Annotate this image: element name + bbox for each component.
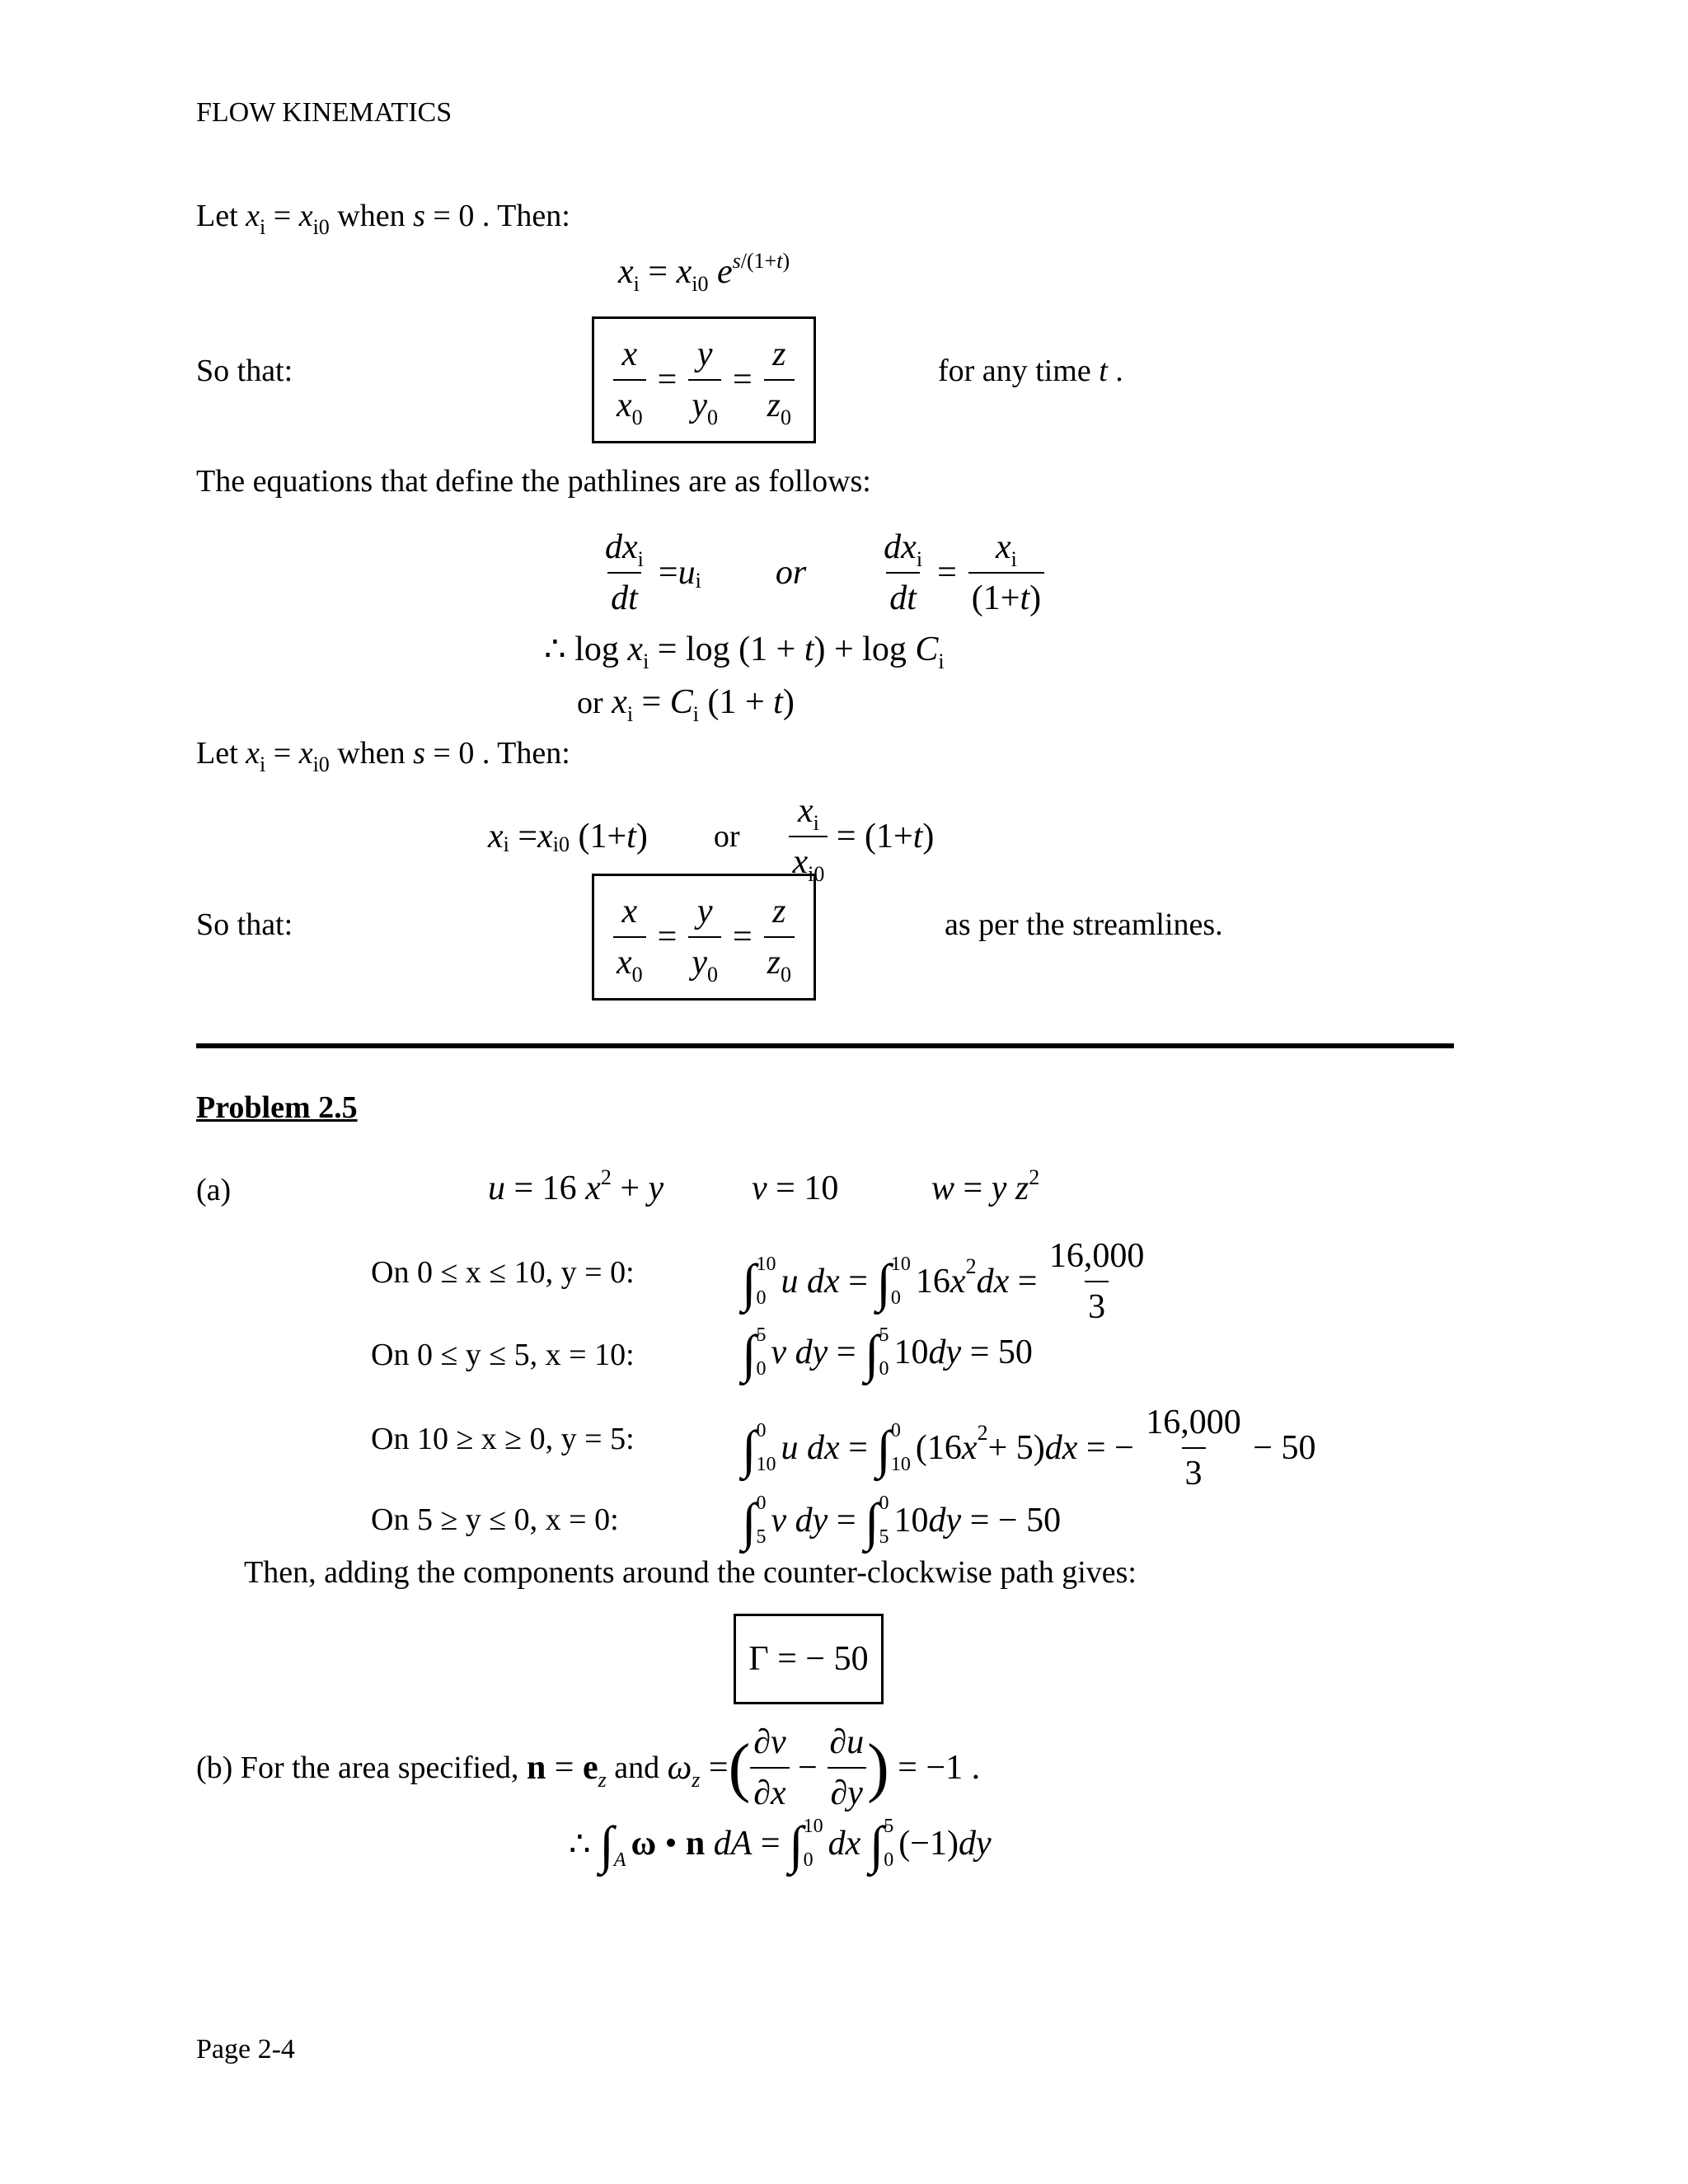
pathline-solution: x i = x i0 (1+ t ) or $\frac{x_i}{x_{i0}}$ = (1+ t ) xyxy=(488,792,935,886)
v-component: v = 10 xyxy=(752,1169,839,1207)
equation-exp: $x_i = x_{i0}$ $e^{s/(1+t)}$ xyxy=(618,249,790,296)
linear-solution: or $x_i = C_i$ (1 + t) xyxy=(577,683,795,726)
segment-3-label: On 10 ≥ x ≥ 0, y = 5: xyxy=(371,1422,635,1456)
part-a-label: (a) xyxy=(196,1173,232,1207)
segment-2-label: On 0 ≤ y ≤ 5, x = 10: xyxy=(371,1338,635,1372)
segment-1-label: On 0 ≤ x ≤ 10, y = 0: xyxy=(371,1255,635,1290)
segment-4-label: On 5 ≥ y ≤ 0, x = 0: xyxy=(371,1502,619,1537)
vorticity-area-integral: ∴ ∫ A ω • n dA = ∫ 10 0 dx ∫ 5 0 (−1) dy xyxy=(569,1816,992,1874)
boxed-ratio-1: $\frac{x}{x_0}$ = $\frac{y}{y_0}$ = $\frac{z}{z_0}$ xyxy=(592,316,816,443)
so-that-1: So that: xyxy=(196,354,293,388)
let-line-2: Let $x_i = x_{i0}$ when s = 0 . Then: xyxy=(196,736,570,776)
segment-4-integral: ∫ 0 5 v dy = ∫ 0 5 10 dy = − 50 xyxy=(742,1493,1062,1551)
section-divider xyxy=(196,1043,1454,1048)
problem-title: Problem 2.5 xyxy=(196,1090,358,1125)
boxed-ratio-2: $\frac{x}{x_0}$ = $\frac{y}{y_0}$ = $\frac{z}{z_0}$ xyxy=(592,874,816,1001)
so-that-2: So that: xyxy=(196,907,293,942)
as-per-streamlines: as per the streamlines. xyxy=(945,907,1223,942)
page-footer: Page 2-4 xyxy=(196,2034,295,2064)
part-b-line: (b) For the area specified, $n = e_z$ and $\omega_z$ = ( $\frac{\partial v}{\partial x}$ − $\frac{\partial u}{\partial y}$ ) = −1 . xyxy=(196,1723,981,1812)
w-component: w = y $z^2$ xyxy=(931,1165,1040,1207)
log-equation: ∴ $\log x_i = \log (1 + t) + \log C_i$ xyxy=(544,630,945,673)
for-any-time: for any time t . xyxy=(938,354,1123,388)
u-component: u = 16 $x^2 + y$ xyxy=(488,1165,664,1207)
then-adding: Then, adding the components around the counter-clockwise path gives: xyxy=(244,1555,1137,1590)
let-line-1: Let $x_i = x_{i0}$ when s = 0 . Then: xyxy=(196,199,570,239)
segment-2-integral: ∫ 5 0 v dy = ∫ 5 0 10 dy = 50 xyxy=(742,1324,1033,1383)
segment-1-integral: ∫ 10 0 u dx = ∫ 10 0 16 x 2 dx = $\frac{16,000}{3}$ xyxy=(742,1237,1145,1326)
segment-3-integral: ∫ 0 10 u dx = ∫ 0 10 (16 x 2 + 5) dx = − $\frac{16,000}{3}$ − 50 xyxy=(742,1404,1316,1493)
page-header: FLOW KINEMATICS xyxy=(196,97,452,128)
pathlines-intro: The equations that define the pathlines are as follows: xyxy=(196,464,871,499)
pathline-ode: $\frac{dx_i}{dt}$ = u i or $\frac{dx_i}{dt}$ = $\frac{x_i}{(1+t)}$ xyxy=(602,527,1044,618)
circulation-result: Γ = − 50 xyxy=(734,1614,884,1704)
